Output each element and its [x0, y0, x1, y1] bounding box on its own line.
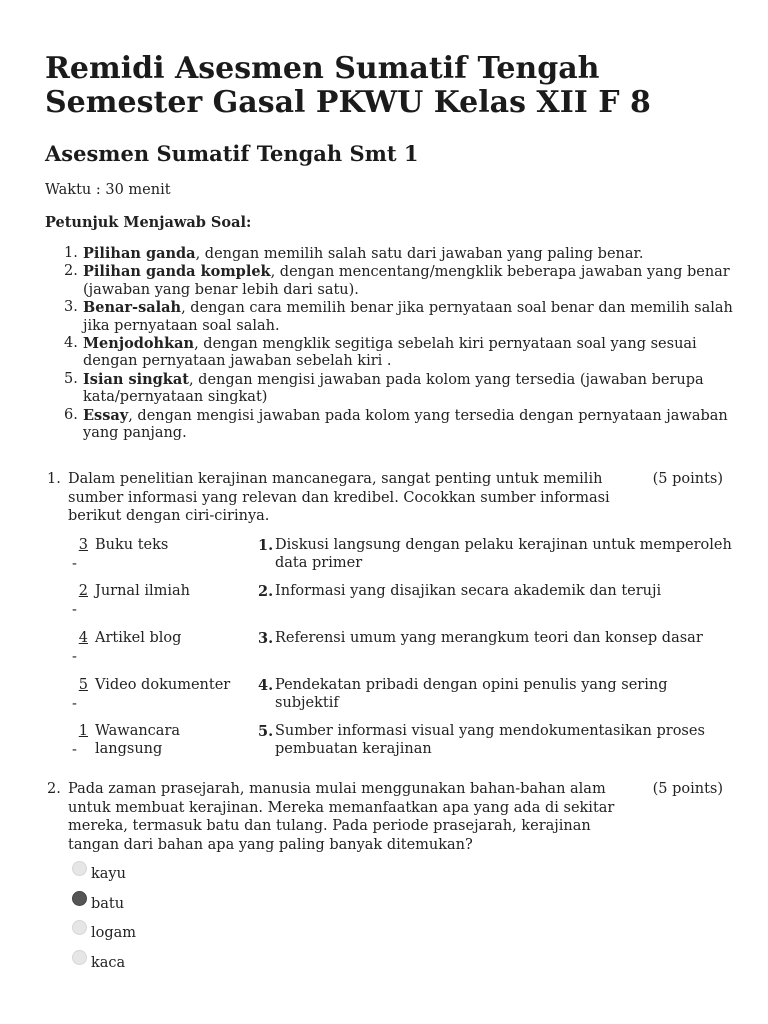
question-points: (5 points) — [652, 781, 723, 797]
match-description: Pendekatan pribadi dengan opini penulis yang sering subjektif — [275, 677, 668, 711]
match-desc-number: 3. — [258, 630, 274, 647]
instruction-item: 6. Essay, dengan mengisi jawaban pada kolom yang tersedia dengan pernyataan jawaban yang panjang. — [64, 406, 728, 442]
instruction-item: 3. Benar-salah, dengan cara memilih benar jika pernyataan soal benar dan memilih salah jika pernyataan soal salah. — [64, 299, 733, 334]
instructions-heading: Petunjuk Menjawab Soal: — [45, 214, 252, 231]
instruction-item: 1. Pilihan ganda, dengan memilih salah satu dari jawaban yang paling benar. — [64, 245, 644, 262]
match-desc-number: 5. — [258, 723, 274, 740]
question-text: Pada zaman prasejarah, manusia mulai menggunakan bahan-bahan alam untuk membuat kerajinan. Mereka memanfaatkan apa yang ada di sekitar mereka, termasuk batu dan tulang. Pada periode prasejarah, kerajinan tangan dari bahan apa yang paling banyak ditemukan? — [68, 781, 615, 853]
time-info: Waktu : 30 menit — [45, 182, 171, 198]
match-source: Buku teks — [95, 537, 169, 553]
question-number: 2. — [47, 781, 61, 797]
instruction-item: 4. Menjodohkan, dengan mengklik segitiga sebelah kiri pernyataan soal yang sesuai dengan pernyataan jawaban sebelah kiri . — [64, 335, 697, 370]
match-answer-select[interactable]: 3 - — [72, 537, 88, 572]
match-desc-number: 1. — [258, 537, 274, 554]
match-desc-number: 2. — [258, 583, 274, 600]
match-desc-number: 4. — [258, 677, 274, 694]
match-source: Artikel blog — [95, 630, 182, 646]
instruction-item: 2. Pilihan ganda komplek, dengan mencentang/mengklik beberapa jawaban yang benar (jawaban yang benar lebih dari satu). — [64, 263, 730, 298]
match-source: Video dokumenter — [95, 677, 231, 693]
option-label[interactable]: logam — [91, 925, 137, 941]
match-description: Referensi umum yang merangkum teori dan konsep dasar — [275, 630, 703, 646]
match-source: Wawancara langsung — [95, 723, 181, 757]
match-answer-select[interactable]: 5 - — [72, 677, 88, 712]
match-source: Jurnal ilmiah — [95, 583, 190, 599]
match-answer-select[interactable]: 2 - — [72, 583, 88, 618]
match-answer-select[interactable]: 1 - — [72, 723, 88, 758]
radio-button[interactable] — [72, 891, 87, 906]
section-title: Asesmen Sumatif Tengah Smt 1 — [45, 141, 419, 166]
option-label[interactable]: batu — [91, 896, 125, 912]
radio-button[interactable] — [72, 950, 87, 965]
match-description: Diskusi langsung dengan pelaku kerajinan untuk memperoleh data primer — [275, 537, 732, 571]
instructions-list — [64, 245, 744, 442]
match-description: Sumber informasi visual yang mendokumentasikan proses pembuatan kerajinan — [275, 723, 705, 757]
instruction-item: 5. Isian singkat, dengan mengisi jawaban pada kolom yang tersedia (jawaban berupa kata/pernyataan singkat) — [64, 370, 704, 406]
question-text: Dalam penelitian kerajinan mancanegara, sangat penting untuk memilih sumber informasi yang relevan dan kredibel. Cocokkan sumber informasi berikut dengan ciri-cirinya. — [68, 471, 610, 524]
page-title: Remidi Asesmen Sumatif Tengah Semester Gasal PKWU Kelas XII F 8 — [45, 51, 651, 120]
match-answer-select[interactable]: 4 - — [72, 630, 88, 665]
radio-button[interactable] — [72, 920, 87, 935]
question-number: 1. — [47, 471, 61, 487]
match-description: Informasi yang disajikan secara akademik dan teruji — [275, 583, 662, 599]
radio-button[interactable] — [72, 861, 87, 876]
question-points: (5 points) — [652, 471, 723, 487]
option-label[interactable]: kaca — [91, 955, 126, 971]
option-label[interactable]: kayu — [91, 866, 126, 882]
